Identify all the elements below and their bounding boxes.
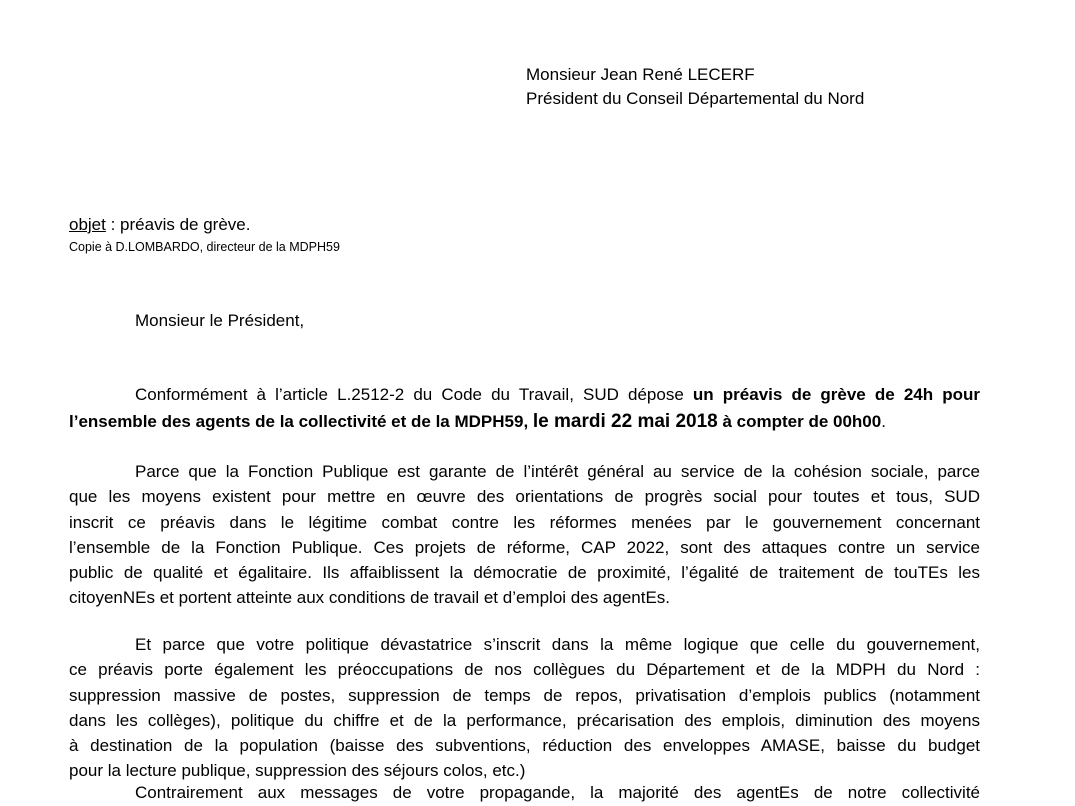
notice-date: le mardi 22 mai 2018 xyxy=(532,411,718,432)
paragraph-line: suppression massive de postes, suppression de temps de repos, privatisation d’emplois publics (notamment xyxy=(69,685,980,705)
notice-time: à compter de 00h00 xyxy=(717,412,882,431)
paragraph-line: inscrit ce préavis dans le légitime combat contre les réformes menées par le gouvernement concernant xyxy=(69,512,980,532)
recipient-name: Monsieur Jean René LECERF xyxy=(526,65,755,84)
subject-line xyxy=(69,213,250,237)
paragraph-line: Et parce que votre politique dévastatrice s’inscrit dans la même logique que celle du gouvernement, xyxy=(135,635,980,654)
salutation: Monsieur le Président, xyxy=(135,311,305,330)
notice-bold-scope: l’ensemble des agents de la collectivité et de la MDPH59 xyxy=(69,412,524,431)
notice-comma: , xyxy=(523,412,533,431)
paragraph-department-policy xyxy=(69,632,980,784)
paragraph-line: l’ensemble de la Fonction Publique. Ces projets de réforme, CAP 2022, sont des attaques contre un service xyxy=(69,537,980,557)
paragraph-line xyxy=(69,408,980,435)
copy-note: Copie à D.LOMBARDO, directeur de la MDPH59 xyxy=(69,240,340,254)
paragraph-line: Contrairement aux messages de votre propagande, la majorité des agentEs de notre collectivité xyxy=(135,783,980,802)
paragraph-strike-notice xyxy=(69,381,980,435)
subject-text: préavis de grève. xyxy=(120,215,251,234)
paragraph-line: à destination de la population (baisse des subventions, réduction des enveloppes AMASE, baisse du budget xyxy=(69,736,980,756)
notice-bold-strike: un préavis de grève de 24h pour xyxy=(692,385,980,404)
subject-separator: : xyxy=(105,215,121,234)
paragraph-line: pour la lecture publique, suppression des séjours colos, etc.) xyxy=(69,761,526,781)
recipient-title: Président du Conseil Départemental du Nord xyxy=(526,89,865,108)
subject-label: objet xyxy=(69,215,106,234)
paragraph-line: Parce que la Fonction Publique est garante de l’intérêt général au service de la cohésion sociale, parce xyxy=(135,462,980,481)
paragraph-public-service xyxy=(69,459,980,611)
paragraph-line: public de qualité et égalitaire. Ils affaiblissent la démocratie de proximité, l’égalité de traitement de touTEs les xyxy=(69,563,980,583)
paragraph-line: que les moyens existent pour mettre en œuvre des orientations de progrès social pour toutes et tous, SUD xyxy=(69,487,980,507)
paragraph-propaganda xyxy=(69,780,980,805)
paragraph-line: dans les collèges), politique du chiffre et de la performance, précarisation des emplois, diminution des moyens xyxy=(69,710,980,730)
paragraph-line: citoyenNEs et portent atteinte aux conditions de travail et d’emploi des agentEs. xyxy=(69,588,671,608)
notice-intro: Conformément à l’article L.2512-2 du Code du Travail, SUD dépose xyxy=(135,385,693,404)
paragraph-line xyxy=(69,381,980,408)
recipient-block xyxy=(526,63,864,111)
notice-period: . xyxy=(881,412,886,431)
paragraph-line: ce préavis porte également les préoccupations de nos collègues du Département et de la MDPH du Nord : xyxy=(69,660,980,680)
